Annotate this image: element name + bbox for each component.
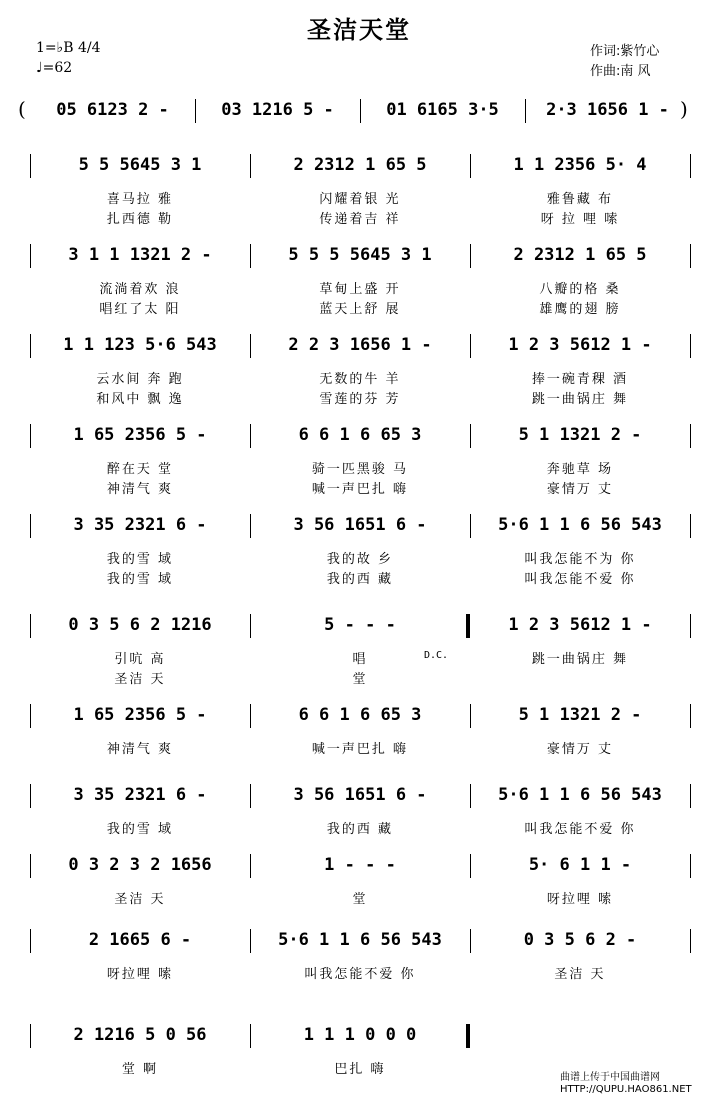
lyric-segment: 喊一声巴扎 嗨 (311, 741, 409, 756)
measure: 5 - - - (324, 615, 396, 635)
lyric-segment: 无数的牛 羊 (319, 371, 401, 386)
lyric-line (0, 738, 718, 756)
barline (30, 154, 31, 178)
measure: 3 35 2321 6 - (73, 515, 207, 535)
barline (525, 99, 526, 123)
measure: 0 3 2 3 2 1656 (68, 855, 212, 875)
barline (30, 929, 31, 953)
notes-row (0, 1020, 718, 1050)
key-signature (36, 38, 101, 78)
lyric-line (0, 478, 718, 496)
barline (690, 704, 691, 728)
measure: 05 6123 2 - (56, 100, 169, 120)
measure: 6 6 1 6 65 3 (298, 705, 422, 725)
footer-site-cn: 曲谱上传于中国曲谱网 (560, 1072, 660, 1083)
lyric-segment: 喜马拉 雅 (106, 191, 174, 206)
lyric-segment: 雄鹰的翅 膀 (539, 301, 621, 316)
lyric-line (0, 568, 718, 586)
barline (470, 424, 471, 448)
lyric-segment: 引吭 高 (114, 651, 166, 666)
lyric-segment: 呀拉哩 嗦 (546, 891, 614, 906)
measure: 5·6 1 1 6 56 543 (498, 515, 662, 535)
barline (250, 929, 251, 953)
lyric-segment: 跳一曲锅庄 舞 (531, 391, 629, 406)
key-tonality: 1=♭B 4/4 (36, 40, 101, 56)
composer: 作曲:南 风 (590, 64, 651, 79)
barline (690, 854, 691, 878)
lyric-segment: 叫我怎能不为 你 (524, 551, 636, 566)
measure: 5 1 1321 2 - (518, 425, 642, 445)
measure: 1 1 2356 5· 4 (513, 155, 647, 175)
barline (250, 514, 251, 538)
measure: 5· 6 1 1 - (528, 855, 632, 875)
measure: 2 1216 5 0 56 (73, 1025, 207, 1045)
measure: 01 6165 3·5 (386, 100, 499, 120)
measure: 1 1 1 0 0 0 (303, 1025, 417, 1045)
barline (30, 424, 31, 448)
lyric-line (0, 188, 718, 206)
lyric-segment: 我的故 乡 (326, 551, 394, 566)
barline (690, 244, 691, 268)
measure: 2 2312 1 65 5 (293, 155, 427, 175)
lyric-line (0, 388, 718, 406)
notes-row (0, 330, 718, 360)
measure: 1 - - - (324, 855, 396, 875)
barline (690, 334, 691, 358)
lyric-segment: 传递着吉 祥 (319, 211, 401, 226)
lyric-segment: 我的西 藏 (326, 821, 394, 836)
barline (30, 1024, 31, 1048)
barline (250, 854, 251, 878)
barline (470, 929, 471, 953)
measure: 5·6 1 1 6 56 543 (278, 930, 442, 950)
lyric-segment: 叫我怎能不爱 你 (524, 821, 636, 836)
lyric-segment: 我的雪 域 (106, 551, 174, 566)
barline (30, 854, 31, 878)
measure: 1 2 3 5612 1 - (508, 615, 652, 635)
notes-row (0, 420, 718, 450)
barline (470, 334, 471, 358)
barline (30, 784, 31, 808)
lyric-segment: 呀拉哩 嗦 (106, 966, 174, 981)
lyric-segment: 骑一匹黑骏 马 (311, 461, 409, 476)
lyric-line (0, 548, 718, 566)
lyric-segment: 圣洁 天 (114, 891, 166, 906)
lyric-line (0, 818, 718, 836)
measure: 5 1 1321 2 - (518, 705, 642, 725)
lyric-segment: 神清气 爽 (106, 481, 174, 496)
measure: 03 1216 5 - (221, 100, 334, 120)
measure: 3 35 2321 6 - (73, 785, 207, 805)
barline (360, 99, 361, 123)
footer-site-url: HTTP://QUPU.HAO861.NET (560, 1084, 692, 1095)
barline (690, 929, 691, 953)
barline (470, 704, 471, 728)
barline (195, 99, 196, 123)
barline (470, 514, 471, 538)
measure: 1 65 2356 5 - (73, 705, 207, 725)
lyric-segment: 豪情万 丈 (546, 481, 614, 496)
barline (690, 784, 691, 808)
measure: 6 6 1 6 65 3 (298, 425, 422, 445)
measure: 1 65 2356 5 - (73, 425, 207, 445)
lyric-line (0, 208, 718, 226)
lyric-line (0, 648, 718, 666)
lyric-segment: 堂 啊 (121, 1061, 159, 1076)
notes-row (0, 150, 718, 180)
lyric-segment: 神清气 爽 (106, 741, 174, 756)
barline (250, 154, 251, 178)
lyric-line (0, 278, 718, 296)
lyric-segment: 闪耀着银 光 (319, 191, 401, 206)
lyric-line (0, 368, 718, 386)
barline (250, 614, 251, 638)
lyric-segment: 流淌着欢 浪 (99, 281, 181, 296)
lyric-line (0, 888, 718, 906)
measure: 5 5 5645 3 1 (78, 155, 202, 175)
repeat-barline (466, 614, 470, 638)
lyric-segment: 我的雪 域 (106, 571, 174, 586)
lyric-line (0, 458, 718, 476)
lyric-segment: 奔驰草 场 (546, 461, 614, 476)
lyric-segment: 草甸上盛 开 (319, 281, 401, 296)
notes-row (0, 850, 718, 880)
footer-watermark (560, 1072, 718, 1096)
lyric-segment: 雅鲁藏 布 (546, 191, 614, 206)
lyric-segment: 堂 (352, 671, 368, 686)
notes-row (0, 700, 718, 730)
measure: 2 1665 6 - (88, 930, 192, 950)
lyric-segment: 捧一碗青稞 酒 (531, 371, 629, 386)
barline (470, 854, 471, 878)
barline (250, 704, 251, 728)
notes-row (0, 925, 718, 955)
lyric-segment: 扎西德 勒 (106, 211, 174, 226)
lyric-segment: 豪情万 丈 (546, 741, 614, 756)
measure: 1 1 123 5·6 543 (63, 335, 217, 355)
notes-row (0, 95, 718, 125)
lyric-segment: 我的西 藏 (326, 571, 394, 586)
barline (30, 334, 31, 358)
tempo-mark: ♩=62 (36, 60, 73, 76)
notes-row (0, 510, 718, 540)
lyric-segment: 唱红了太 阳 (99, 301, 181, 316)
notes-row (0, 780, 718, 810)
credits (590, 42, 659, 82)
song-title: 圣洁天堂 (307, 15, 411, 44)
lyric-line (0, 298, 718, 316)
barline (690, 614, 691, 638)
lyric-segment: 圣洁 天 (114, 671, 166, 686)
lyric-line (0, 668, 718, 686)
measure: 2 2312 1 65 5 (513, 245, 647, 265)
lyric-segment: 蓝天上舒 展 (319, 301, 401, 316)
intro-close-paren: ) (680, 97, 688, 121)
measure: 2 2 3 1656 1 - (288, 335, 432, 355)
barline (250, 244, 251, 268)
barline (250, 784, 251, 808)
lyric-segment: 巴扎 嗨 (334, 1061, 386, 1076)
measure: 1 2 3 5612 1 - (508, 335, 652, 355)
barline (690, 154, 691, 178)
lyric-segment: 喊一声巴扎 嗨 (311, 481, 409, 496)
measure: 3 56 1651 6 - (293, 785, 427, 805)
barline (250, 424, 251, 448)
lyric-segment: 叫我怎能不爱 你 (524, 571, 636, 586)
lyric-segment: 叫我怎能不爱 你 (304, 966, 416, 981)
notes-row (0, 610, 718, 640)
notes-row (0, 240, 718, 270)
barline (250, 1024, 251, 1048)
measure: 5·6 1 1 6 56 543 (498, 785, 662, 805)
barline (30, 244, 31, 268)
barline (470, 244, 471, 268)
barline (690, 424, 691, 448)
lyric-segment: 呀 拉 哩 嗦 (540, 211, 620, 226)
lyric-segment: 跳一曲锅庄 舞 (531, 651, 629, 666)
barline (250, 334, 251, 358)
measure: 3 56 1651 6 - (293, 515, 427, 535)
lyric-segment: 醉在天 堂 (106, 461, 174, 476)
lyricist: 作词:紫竹心 (590, 44, 660, 59)
lyric-line (0, 963, 718, 981)
dc-marking: D.C. (424, 650, 449, 661)
lyric-segment: 我的雪 域 (106, 821, 174, 836)
measure: 3 1 1 1321 2 - (68, 245, 212, 265)
barline (30, 614, 31, 638)
lyric-segment: 八瓣的格 桑 (539, 281, 621, 296)
lyric-segment: 和风中 飘 逸 (96, 391, 184, 406)
lyric-segment: 圣洁 天 (554, 966, 606, 981)
measure: 0 3 5 6 2 1216 (68, 615, 212, 635)
barline (690, 514, 691, 538)
barline (30, 704, 31, 728)
lyric-segment (474, 668, 686, 686)
barline (30, 514, 31, 538)
lyric-segment: 堂 (352, 891, 368, 906)
final-barline (466, 1024, 470, 1048)
barline (470, 784, 471, 808)
lyric-segment: 雪莲的芬 芳 (319, 391, 401, 406)
measure: 2·3 1656 1 - (546, 100, 669, 120)
barline (470, 154, 471, 178)
lyric-segment: 唱 (352, 651, 368, 666)
intro-open-paren: ( (18, 97, 26, 121)
measure: 5 5 5 5645 3 1 (288, 245, 432, 265)
measure: 0 3 5 6 2 - (523, 930, 637, 950)
lyric-segment: 云水间 奔 跑 (96, 371, 184, 386)
